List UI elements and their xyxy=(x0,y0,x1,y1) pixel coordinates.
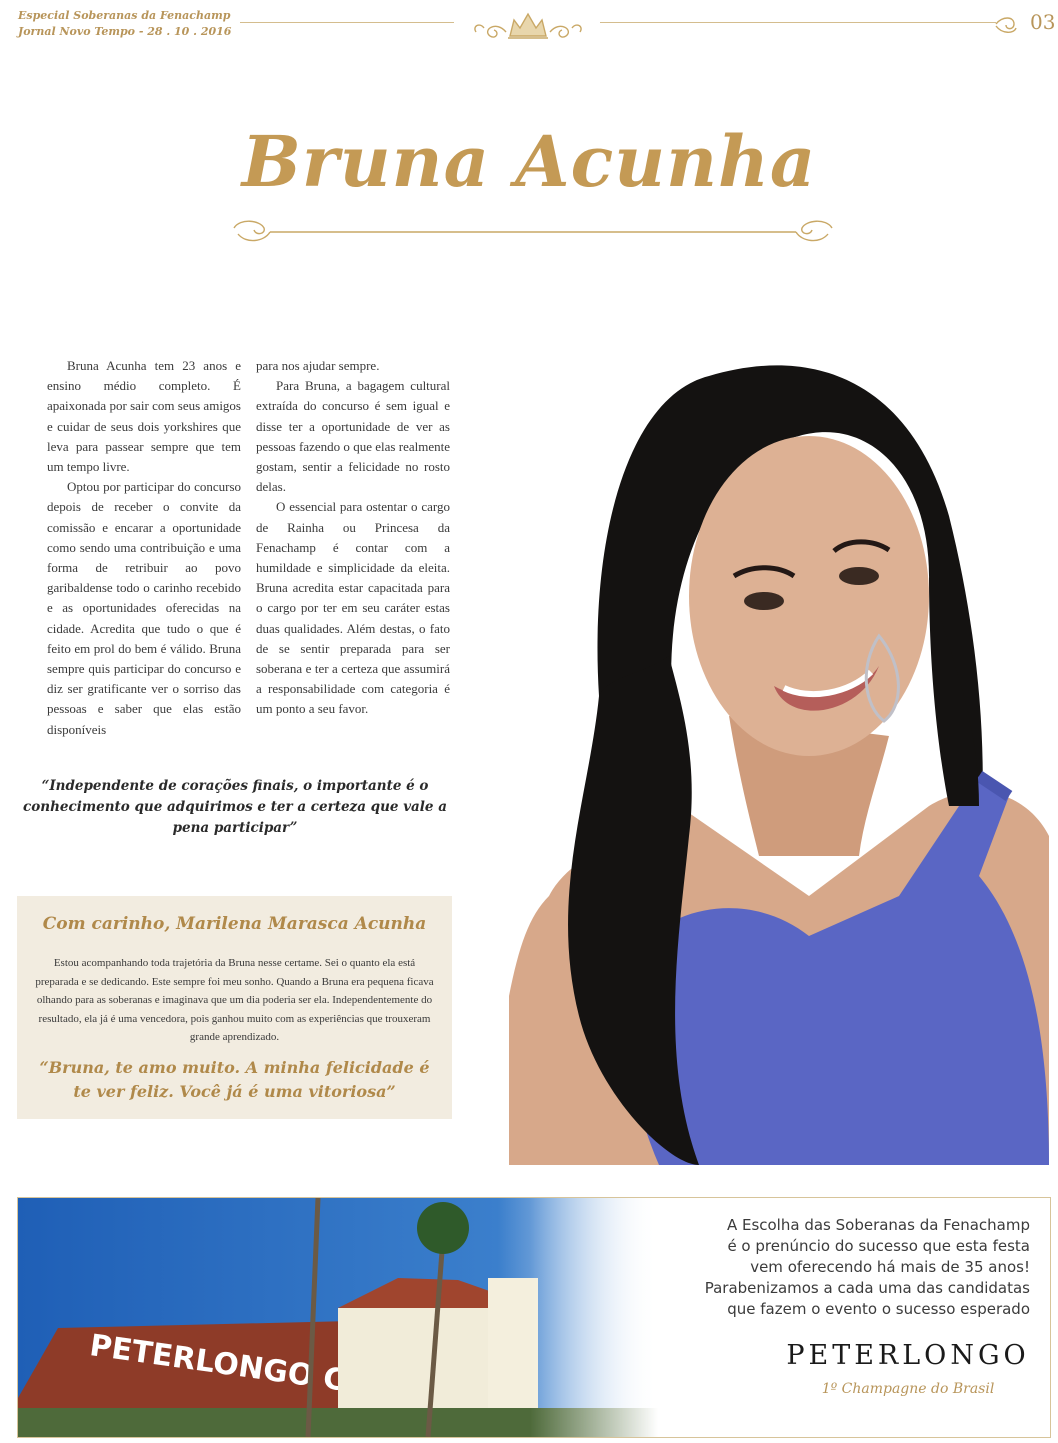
page-title: Bruna Acunha xyxy=(241,120,817,203)
dedication-text: Estou acompanhando toda trajetória da Bruna nesse certame. Sei o quanto ela está preparada e se dedicando. Este sempre foi meu sonho. Quando a Bruna era pequena ficava olhando para as soberanas e imaginava que um dia poderia ser ela. Independentemente do resultado, ela já é uma vencedora, pois ganhou muito com as experiências que trouxeram grande aprendizado. xyxy=(35,957,434,1043)
ad-line: que fazem o evento o sucesso esperado xyxy=(727,1300,1030,1318)
peterlongo-ad xyxy=(17,1197,1051,1438)
ad-message xyxy=(670,1215,1030,1320)
paragraph: Optou por participar do concurso depois de receber o convite da comissão e encarar a oportunidade como sendo uma contribuição e uma forma de retribuir ao povo garibaldense todo o carinho recebido e as oportunidades oferecidas na cidade. Acredita que tudo o que é feito em prol do bem é válido. Bruna sempre quis participar do concurso e diz ser gratificante ver o sorriso das pessoas e saber que elas estão disponíveis xyxy=(47,479,241,737)
title-divider-ornament xyxy=(230,214,836,250)
paragraph: Bruna Acunha tem 23 anos e ensino médio completo. É apaixonada por sair com seus amigos e cuidar de seus dois yorkshires que leva para passear sempre que tem um tempo livre. xyxy=(47,358,241,475)
header-rule-left xyxy=(240,22,454,23)
paragraph: para nos ajudar sempre. xyxy=(256,358,380,373)
ad-line: Parabenizamos a cada uma das candidatas xyxy=(704,1279,1030,1297)
ad-line: vem oferecendo há mais de 35 anos! xyxy=(750,1258,1030,1276)
article-column-2 xyxy=(256,356,450,720)
header-line1: Especial Soberanas da Fenachamp xyxy=(18,9,231,22)
ad-line: é o prenúncio do sucesso que esta festa xyxy=(727,1237,1030,1255)
dedication-quote: “Bruna, te amo muito. A minha felicidade é te ver feliz. Você já é uma vitoriosa” xyxy=(39,1058,430,1101)
dedication-title: Com carinho, Marilena Marasca Acunha xyxy=(42,914,427,934)
header-info xyxy=(18,8,231,40)
brand-tagline: 1º Champagne do Brasil xyxy=(821,1381,995,1397)
header-line2: Jornal Novo Tempo - 28 . 10 . 2016 xyxy=(18,25,232,38)
header-rule-right xyxy=(600,22,996,23)
crown-ornament-icon xyxy=(470,6,586,44)
dedication-box xyxy=(17,896,452,1119)
ad-line: A Escolha das Soberanas da Fenachamp xyxy=(726,1216,1030,1234)
paragraph: Para Bruna, a bagagem cultural extraída do concurso é sem igual e disse ter a oportunidade de ver as pessoas fazendo o que elas realmente gostam, sentir a felicidade no rosto delas. xyxy=(256,378,450,495)
winery-photo xyxy=(18,1198,658,1437)
article-column-1 xyxy=(47,356,241,740)
brand-logo: PETERLONGO xyxy=(786,1340,1030,1371)
portrait-photo xyxy=(509,336,1049,1165)
paragraph: O essencial para ostentar o cargo de Rainha ou Princesa da Fenachamp é contar com a humildade e simplicidade da eleita. Bruna acredita estar capacitada para o cargo por ter em seu caráter estas duas qualidades. Além destas, o fato de se sentir preparada para ser soberana e ter a certeza que assumirá a responsabilidade com categoria é um ponto a seu favor. xyxy=(256,499,450,717)
scroll-ornament-icon xyxy=(992,10,1022,40)
page-number: 03 xyxy=(1030,10,1056,34)
pull-quote: “Independente de corações finais, o importante é o conhecimento que adquirimos e ter a certeza que vale a pena participar” xyxy=(23,778,447,836)
